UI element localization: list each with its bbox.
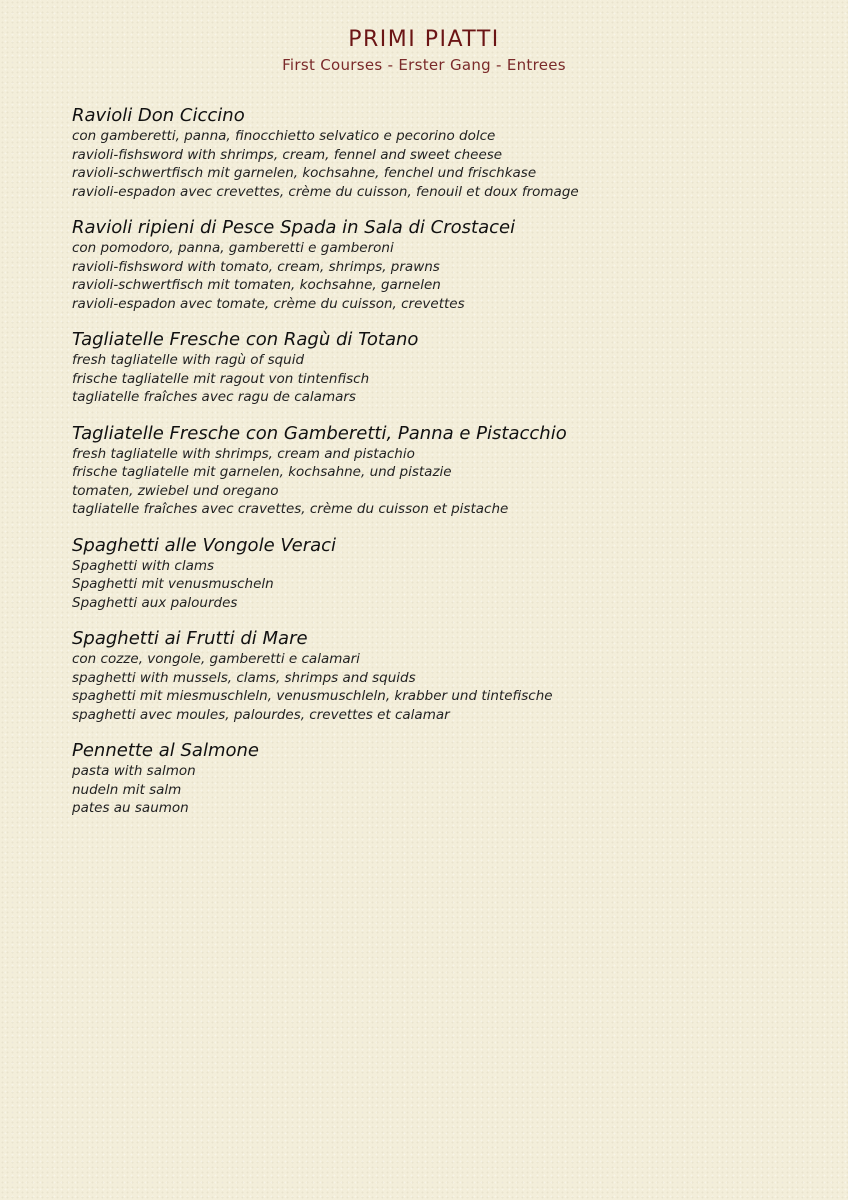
dish-description-line: con cozze, vongole, gamberetti e calamari	[72, 651, 360, 667]
dish-description-line: ravioli-fishsword with shrimps, cream, fennel and sweet cheese	[72, 146, 503, 163]
dish-list	[72, 105, 812, 834]
dish-description-line: con pomodoro, panna, gamberetti e gamberoni	[72, 240, 394, 256]
dish-name: Ravioli Don Ciccino	[72, 105, 245, 126]
dish-item	[72, 740, 812, 818]
dish-description-line: frische tagliatelle mit garnelen, kochsahne, und pistazie	[72, 464, 452, 480]
dish-item	[72, 217, 812, 313]
dish-item	[72, 535, 812, 613]
dish-description-line: Spaghetti with clams	[72, 557, 215, 574]
dish-description-line: tomaten, zwiebel und oregano	[72, 482, 279, 499]
dish-description-line: pates au saumon	[72, 800, 189, 816]
dish-item	[72, 628, 812, 724]
dish-description-line: pasta with salmon	[72, 763, 196, 779]
dish-name: Tagliatelle Fresche con Ragù di Totano	[72, 329, 419, 350]
menu-header	[0, 28, 848, 75]
dish-item	[72, 423, 812, 519]
dish-description-line: frische tagliatelle mit ragout von tintenfisch	[72, 370, 370, 387]
dish-name: Ravioli ripieni di Pesce Spada in Sala di Crostacei	[72, 217, 516, 238]
dish-description-line: spaghetti with mussels, clams, shrimps and squids	[72, 669, 416, 686]
dish-name: Tagliatelle Fresche con Gamberetti, Panna e Pistacchio	[72, 422, 567, 444]
dish-description-line: spaghetti avec moules, palourdes, crevettes et calamar	[72, 706, 450, 723]
dish-description-line: spaghetti mit miesmuschleln, venusmuschleln, krabber und tintefische	[72, 688, 553, 704]
dish-name: Spaghetti ai Frutti di Mare	[72, 628, 308, 649]
dish-description-line: ravioli-schwertfisch mit garnelen, kochsahne, fenchel und frischkase	[72, 165, 537, 181]
dish-description-line: con gamberetti, panna, finocchietto selvatico e pecorino dolce	[72, 128, 496, 144]
dish-description-line: ravioli-fishsword with tomato, cream, shrimps, prawns	[72, 258, 440, 275]
dish-description-line: ravioli-espadon avec tomate, crème du cuisson, crevettes	[72, 295, 465, 312]
dish-description-line: Spaghetti aux palourdes	[72, 594, 238, 611]
dish-name: Spaghetti alle Vongole Veraci	[72, 534, 337, 556]
dish-description-line: tagliatelle fraîches avec ragu de calamars	[72, 389, 356, 405]
dish-description-line: ravioli-schwertfisch mit tomaten, kochsahne, garnelen	[72, 277, 441, 293]
dish-name: Pennette al Salmone	[72, 740, 259, 761]
dish-description-line: Spaghetti mit venusmuscheln	[72, 576, 274, 592]
dish-item	[72, 329, 812, 407]
dish-item	[72, 105, 812, 201]
page-subtitle: First Courses - Erster Gang - Entrees	[282, 56, 566, 74]
page-title: PRIMI PIATTI	[348, 27, 500, 52]
dish-description-line: fresh tagliatelle with ragù of squid	[72, 352, 305, 368]
dish-description-line: nudeln mit salm	[72, 781, 182, 798]
dish-description-line: tagliatelle fraîches avec cravettes, crème du cuisson et pistache	[72, 501, 509, 517]
dish-description-line: fresh tagliatelle with shrimps, cream and pistachio	[72, 445, 415, 462]
dish-description-line: ravioli-espadon avec crevettes, crème du cuisson, fenouil et doux fromage	[72, 183, 579, 200]
